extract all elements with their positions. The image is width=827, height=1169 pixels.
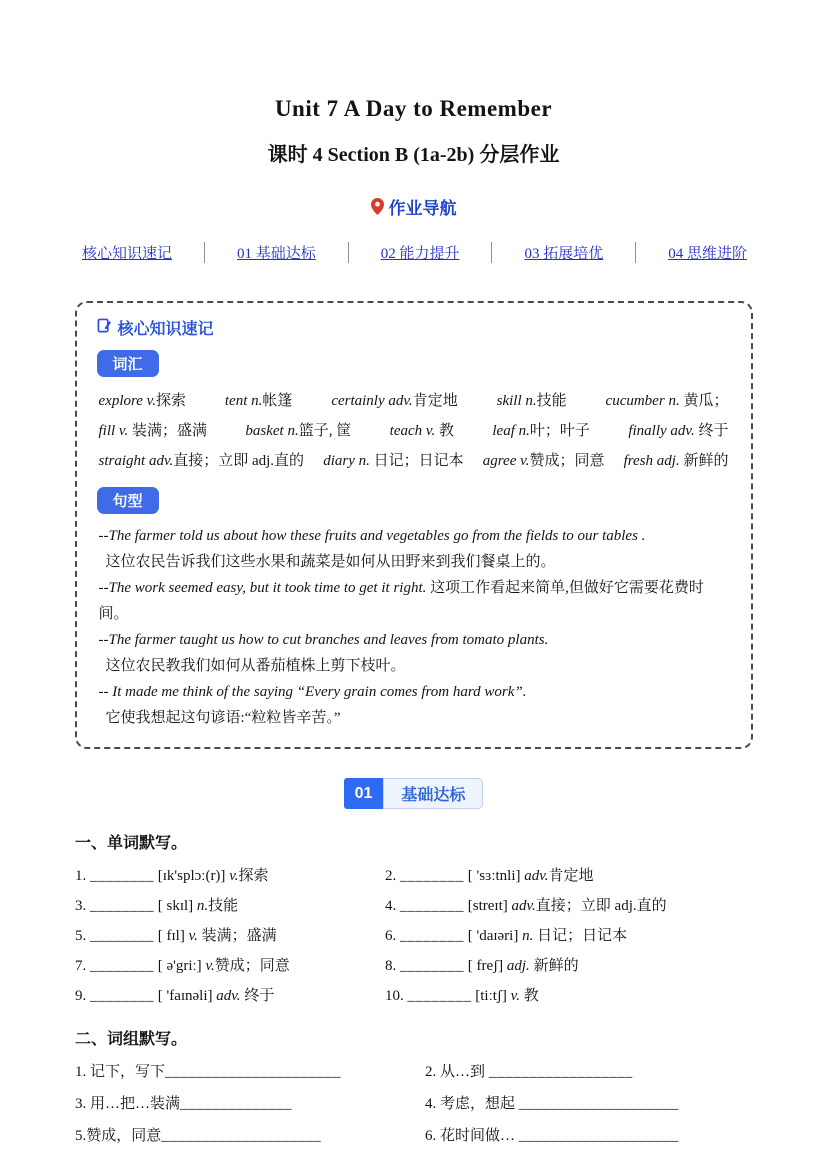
word-pos: adv. <box>511 898 536 914</box>
word-pos: adj. <box>506 958 530 974</box>
vocab-word: explore <box>98 393 147 409</box>
vocab-list <box>97 386 731 476</box>
word-item <box>385 954 782 975</box>
divider <box>348 242 349 263</box>
vocab-word: certainly <box>331 393 389 409</box>
sentence-chinese: 这位农民教我们如何从番茄植株上剪下枝叶。 <box>105 658 406 674</box>
vocab-pos: v. <box>146 393 156 409</box>
item-number: 3. <box>75 898 90 914</box>
knowledge-box-title: 核心知识速记 <box>117 321 214 338</box>
vocab-item <box>99 446 305 476</box>
item-number: 6. <box>385 928 400 944</box>
section-number-badge: 01 <box>344 778 384 809</box>
word-meaning: 新鲜的 <box>529 958 579 974</box>
vocab-meaning: 直接；立即 adj.直的 <box>173 453 305 469</box>
sentence-line <box>99 523 729 549</box>
sentence-english: -- It made me think of the saying “Every grain comes from hard work”. <box>98 684 527 700</box>
part1-title: 一、单词默写。 <box>75 835 188 852</box>
answer-blank: ________ <box>400 958 464 974</box>
phonetic: [tiːtʃ] <box>471 988 511 1004</box>
phrase-item <box>75 1124 425 1145</box>
answer-blank: ________ <box>90 958 154 974</box>
phrase-text: 从…到 <box>440 1064 489 1080</box>
answer-blank: ______________________ <box>165 1064 342 1080</box>
vocab-pos: v. <box>118 423 129 439</box>
knowledge-box <box>75 301 753 749</box>
word-pos: adv. <box>216 988 241 1004</box>
word-item <box>385 984 782 1005</box>
answer-blank: ________ <box>90 868 154 884</box>
item-number: 4. <box>385 898 400 914</box>
phonetic: [ ə'griː] <box>154 958 206 974</box>
word-item <box>75 984 385 1005</box>
vocab-word: finally <box>628 423 671 439</box>
vocab-pos: adv. <box>148 453 174 469</box>
phonetic: [ freʃ] <box>464 958 507 974</box>
vocab-word: teach <box>389 423 426 439</box>
item-number: 6. <box>425 1128 440 1144</box>
answer-blank: ____________________ <box>518 1128 679 1144</box>
answer-blank: __________________ <box>488 1064 633 1080</box>
phrase-text: 考虑，想起 <box>440 1096 519 1112</box>
vocab-pos: adv. <box>670 423 695 439</box>
vocab-pos: n. <box>518 423 530 439</box>
nav-link-core-knowledge[interactable]: 核心知识速记 <box>82 246 173 262</box>
knowledge-box-header <box>97 316 731 339</box>
vocab-meaning: 篮子, 筐 <box>298 423 352 439</box>
word-meaning: 技能 <box>208 898 239 914</box>
item-number: 2. <box>385 868 400 884</box>
nav-link-02-ability[interactable]: 02 能力提升 <box>380 246 460 262</box>
sentence-line <box>99 653 729 679</box>
vocab-pos: v. <box>520 453 530 469</box>
word-meaning: 日记；日记本 <box>533 928 628 944</box>
answer-blank: ____________________ <box>518 1096 679 1112</box>
section-badge <box>0 778 827 809</box>
sentence-chinese: 这位农民告诉我们这些水果和蔬菜是如何从田野来到我们餐桌上的。 <box>105 554 556 570</box>
vocab-word: skill <box>496 393 526 409</box>
word-meaning: 直接；立即 adj.直的 <box>535 898 667 914</box>
vocab-row <box>99 416 729 446</box>
phrase-text: 用…把…装满 <box>90 1096 181 1112</box>
answer-blank: ________ <box>90 898 154 914</box>
vocab-item <box>483 446 605 476</box>
vocab-word: agree <box>482 453 521 469</box>
sentence-line <box>99 705 729 731</box>
answer-blank: ________ <box>400 928 464 944</box>
vocab-word: fresh <box>623 453 657 469</box>
sentence-line <box>99 575 729 627</box>
item-number: 9. <box>75 988 90 1004</box>
vocab-label: 词汇 <box>97 350 159 377</box>
phonetic: [ 'daɪəri] <box>464 928 523 944</box>
vocab-meaning: 日记；日记本 <box>369 453 464 469</box>
word-item <box>75 894 385 915</box>
vocab-word: diary <box>323 453 359 469</box>
sentence-english: --The work seemed easy, but it took time to get it right. <box>98 580 427 596</box>
item-number: 3. <box>75 1096 90 1112</box>
vocab-pos: n. <box>668 393 680 409</box>
item-number: 10. <box>385 988 408 1004</box>
divider <box>635 242 636 263</box>
divider <box>491 242 492 263</box>
word-pos: n. <box>196 898 209 914</box>
vocab-row <box>99 446 729 476</box>
vocab-item <box>492 416 590 446</box>
vocab-item <box>628 416 728 446</box>
phrase-text: 赞成，同意 <box>86 1128 162 1144</box>
nav-link-03-extension[interactable]: 03 拓展培优 <box>524 246 604 262</box>
phrase-item <box>75 1060 425 1081</box>
answer-blank: ________ <box>400 898 464 914</box>
item-number: 7. <box>75 958 90 974</box>
word-item <box>385 894 782 915</box>
phrase-dictation-list <box>75 1060 782 1145</box>
word-item <box>75 864 385 885</box>
vocab-meaning: 赞成；同意 <box>529 453 605 469</box>
item-number: 1. <box>75 868 90 884</box>
vocab-word: fill <box>98 423 119 439</box>
answer-blank: ________ <box>90 988 154 1004</box>
phrase-item <box>425 1124 782 1145</box>
vocab-meaning: 技能 <box>536 393 567 409</box>
vocab-pos: n. <box>525 393 537 409</box>
word-meaning: 探索 <box>238 868 269 884</box>
vocab-item <box>99 386 186 416</box>
vocab-item <box>225 386 293 416</box>
phonetic: [ fɪl] <box>154 928 189 944</box>
answer-blank: ________ <box>400 868 464 884</box>
phonetic: [streɪt] <box>464 898 512 914</box>
page-subtitle: 课时 4 Section B (1a-2b) 分层作业 <box>267 144 560 166</box>
vocab-meaning: 帐篷 <box>262 393 293 409</box>
word-pos: n. <box>522 928 534 944</box>
sentence-list <box>97 523 731 731</box>
item-number: 5. <box>75 1128 87 1144</box>
vocab-meaning: 肯定地 <box>412 393 458 409</box>
part2-title: 二、词组默写。 <box>75 1031 188 1048</box>
vocab-item <box>323 446 463 476</box>
sentence-english: --The farmer told us about how these fruits and vegetables go from the fields to our tables . <box>98 528 646 544</box>
word-pos: v. <box>510 988 520 1004</box>
vocab-pos: adj. <box>656 453 680 469</box>
item-number: 1. <box>75 1064 90 1080</box>
phrase-text: 记下，写下 <box>90 1064 166 1080</box>
vocab-meaning: 叶；叶子 <box>529 423 590 439</box>
vocab-meaning: 探索 <box>155 393 186 409</box>
vocab-pos: v. <box>425 423 436 439</box>
vocab-word: basket <box>245 423 288 439</box>
answer-blank: ________ <box>407 988 472 1004</box>
answer-blank: ________ <box>90 928 154 944</box>
sentence-line <box>99 627 729 653</box>
vocab-item <box>331 386 457 416</box>
vocab-meaning: 黄瓜； <box>679 393 729 409</box>
vocab-pos: n. <box>358 453 370 469</box>
sentence-chinese: 它使我想起这句谚语:“粒粒皆辛苦。” <box>105 710 341 726</box>
answer-blank: ______________ <box>180 1096 293 1112</box>
vocab-pos: n. <box>251 393 263 409</box>
vocab-word: tent <box>224 393 252 409</box>
vocab-item <box>245 416 351 446</box>
nav-link-01-basics[interactable]: 01 基础达标 <box>236 246 316 262</box>
vocab-item <box>606 386 729 416</box>
word-pos: v. <box>205 958 215 974</box>
vocab-pos: adv. <box>388 393 413 409</box>
nav-header-label: 作业导航 <box>388 199 457 218</box>
vocab-meaning: 终于 <box>694 423 729 439</box>
item-number: 5. <box>75 928 90 944</box>
word-pos: adv. <box>524 868 549 884</box>
nav-link-04-thinking[interactable]: 04 思维进阶 <box>668 246 747 262</box>
nav-header <box>0 194 827 219</box>
vocab-word: leaf <box>492 423 519 439</box>
page-title: Unit 7 A Day to Remember <box>274 96 553 121</box>
phrase-item <box>75 1092 425 1113</box>
vocab-meaning: 教 <box>435 423 454 439</box>
item-number: 8. <box>385 958 400 974</box>
vocab-row <box>99 386 729 416</box>
vocab-word: straight <box>98 453 149 469</box>
vocab-item <box>99 416 207 446</box>
item-number: 2. <box>425 1064 440 1080</box>
nav-links <box>82 242 747 263</box>
word-meaning: 赞成；同意 <box>214 958 290 974</box>
notebook-pen-icon <box>97 318 112 338</box>
phonetic: [ skɪl] <box>154 898 197 914</box>
sentence-label: 句型 <box>97 487 159 514</box>
phrase-text: 花时间做… <box>440 1128 519 1144</box>
word-meaning: 肯定地 <box>548 868 594 884</box>
sentence-english: --The farmer taught us how to cut branches and leaves from tomato plants. <box>98 632 549 648</box>
phrase-item <box>425 1060 782 1081</box>
vocab-pos: n. <box>287 423 299 439</box>
vocab-meaning: 新鲜的 <box>679 453 729 469</box>
word-item <box>385 864 782 885</box>
vocab-item <box>624 446 729 476</box>
word-pos: v. <box>188 928 198 944</box>
divider <box>204 242 205 263</box>
word-meaning: 终于 <box>240 988 275 1004</box>
word-meaning: 教 <box>519 988 539 1004</box>
vocab-meaning: 装满；盛满 <box>128 423 207 439</box>
location-pin-icon <box>371 198 384 215</box>
vocab-word: cucumber <box>605 393 669 409</box>
word-meaning: 装满；盛满 <box>197 928 277 944</box>
sentence-line <box>99 679 729 705</box>
phonetic: [ɪk'splɔː(r)] <box>154 868 230 884</box>
phonetic: [ 'faɪnəli] <box>154 988 217 1004</box>
word-pos: v. <box>229 868 239 884</box>
answer-blank: ____________________ <box>161 1128 322 1144</box>
word-dictation-list <box>75 864 782 1005</box>
word-item <box>75 954 385 975</box>
word-item <box>75 924 385 945</box>
sentence-chinese: 这项工作看起来简单,但做好它需要花费时间。 <box>98 580 704 622</box>
phonetic: [ 'sɜːtnli] <box>464 868 525 884</box>
section-title-badge: 基础达标 <box>383 778 483 809</box>
vocab-item <box>497 386 567 416</box>
vocab-item <box>390 416 454 446</box>
word-item <box>385 924 782 945</box>
sentence-line <box>99 549 729 575</box>
phrase-item <box>425 1092 782 1113</box>
item-number: 4. <box>425 1096 440 1112</box>
